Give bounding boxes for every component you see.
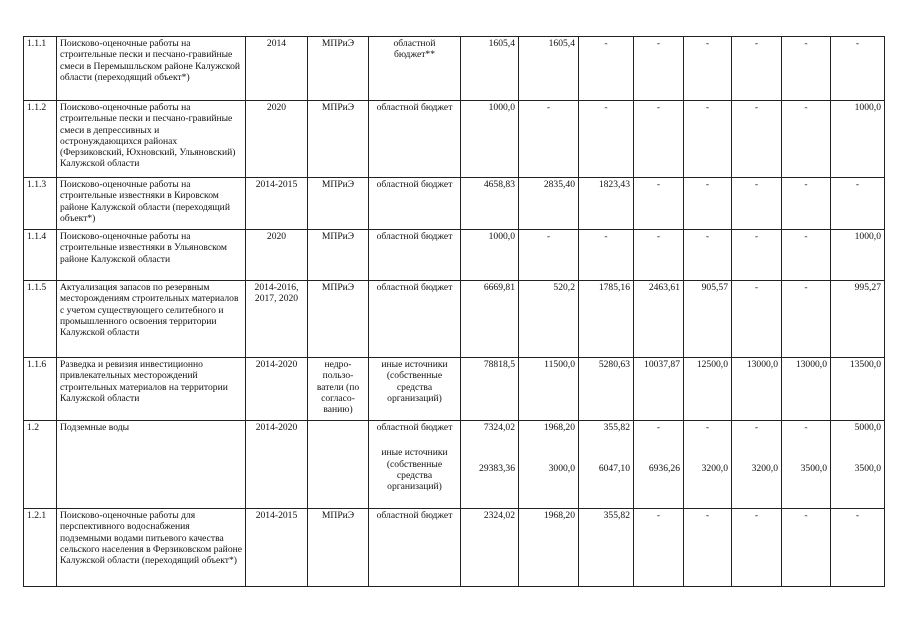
value-text: - — [804, 510, 808, 521]
value-text: - — [656, 38, 661, 49]
activity-name-cell: Поисково-оценочные работы на строительные пески и песчано-гравийные смеси в Перемышльском районе Калужской области (переходящий объект*) — [57, 37, 246, 101]
value-text: - — [705, 102, 710, 113]
year-value-cell — [684, 178, 732, 230]
executor-cell: МПРиЭ — [308, 230, 369, 281]
activity-name-cell: Поисково-оценочные работы на строительные известняки в Кировском районе Калужской области (переходящий объект*) — [57, 178, 246, 230]
table-body — [24, 37, 885, 587]
total-value-cell — [461, 509, 519, 587]
row-number-cell: 1.1.1 — [24, 37, 57, 101]
year-value-cell — [831, 230, 885, 281]
year-value-cell — [684, 358, 732, 421]
value-text: 355,82 — [603, 510, 630, 521]
value-text: 29383,36 — [479, 463, 515, 475]
year-value-cell — [732, 421, 782, 509]
activity-name-cell: Поисково-оценочные работы на строительные пески и песчано-гравийные смеси в депрессивных и остронуждающихся районах (Ферзиковский, Юхновский, Ульяновский) Калужской области — [57, 101, 246, 178]
year-value-cell — [634, 101, 684, 178]
value-text: 1000,0 — [488, 231, 515, 242]
value-text: - — [705, 179, 710, 190]
year-value-cell — [684, 101, 732, 178]
year-value-cell — [831, 358, 885, 421]
value-text: 355,82 — [603, 422, 630, 433]
value-text: 6669,81 — [483, 282, 515, 293]
row-number-cell: 1.1.4 — [24, 230, 57, 281]
year-value-cell — [579, 421, 634, 509]
value-text: - — [754, 102, 759, 113]
row-number-cell: 1.2.1 — [24, 509, 57, 587]
value-text: - — [754, 510, 759, 521]
funding-source-cell — [369, 37, 461, 101]
value-text: - — [754, 231, 759, 242]
value-text: - — [656, 422, 661, 433]
year-value-cell — [782, 37, 831, 101]
total-value-cell — [461, 37, 519, 101]
funding-source-text: областной бюджет — [376, 231, 453, 242]
value-text: 2835,40 — [543, 179, 575, 190]
total-value-cell — [461, 421, 519, 509]
year-value-cell — [579, 358, 634, 421]
value-text: 995,27 — [854, 282, 881, 293]
row-number-cell: 1.1.2 — [24, 101, 57, 178]
executor-cell: МПРиЭ — [308, 281, 369, 358]
year-value-cell — [579, 509, 634, 587]
funding-source-text: иные источники (собственные средства организаций) — [381, 359, 448, 404]
year-value-cell — [579, 178, 634, 230]
value-text: 1785,16 — [598, 282, 630, 293]
period-cell: 2020 — [246, 101, 308, 178]
year-value-cell — [782, 421, 831, 509]
value-text: 13500,0 — [849, 359, 881, 370]
funding-source-text: областной бюджет** — [393, 38, 436, 61]
value-text: - — [656, 179, 661, 190]
value-text: - — [804, 282, 808, 293]
value-text: 3500,0 — [800, 463, 827, 475]
year-value-cell — [634, 509, 684, 587]
period-cell: 2014-2020 — [246, 358, 308, 421]
value-text: 3200,0 — [701, 463, 728, 475]
funding-source-cell — [369, 230, 461, 281]
year-value-cell — [732, 230, 782, 281]
year-value-cell — [732, 509, 782, 587]
value-text: 4658,83 — [483, 179, 515, 190]
funding-source-text: областной бюджет — [376, 102, 453, 113]
year-value-cell — [519, 230, 579, 281]
year-value-cell — [684, 421, 732, 509]
year-value-cell — [732, 37, 782, 101]
executor-cell: МПРиЭ — [308, 101, 369, 178]
funding-source-cell — [369, 509, 461, 587]
year-value-cell — [579, 230, 634, 281]
value-text: 520,2 — [553, 282, 575, 293]
table-row — [24, 281, 885, 358]
executor-cell: МПРиЭ — [308, 178, 369, 230]
value-text: 78818,5 — [483, 359, 515, 370]
table-row — [24, 421, 885, 509]
year-value-cell — [634, 358, 684, 421]
activity-name-cell: Подземные воды — [57, 421, 246, 509]
funding-source-text: областной бюджет — [376, 282, 453, 293]
row-number-cell: 1.2 — [24, 421, 57, 509]
period-cell: 2014-2020 — [246, 421, 308, 509]
value-text: 7324,02 — [483, 422, 515, 433]
period-cell: 2014 — [246, 37, 308, 101]
value-text: 1000,0 — [854, 231, 881, 242]
value-text: 3500,0 — [854, 463, 881, 475]
row-number-cell: 1.1.3 — [24, 178, 57, 230]
total-value-cell — [461, 230, 519, 281]
value-text: - — [754, 179, 759, 190]
year-value-cell — [831, 421, 885, 509]
period-cell: 2014-2016, 2017, 2020 — [246, 281, 308, 358]
year-value-cell — [831, 509, 885, 587]
value-text: - — [855, 38, 860, 49]
value-text: 2463,61 — [648, 282, 680, 293]
year-value-cell — [579, 37, 634, 101]
value-text: 1968,20 — [543, 510, 575, 521]
value-text: - — [705, 231, 710, 242]
value-text: - — [855, 179, 860, 190]
table-row — [24, 358, 885, 421]
table-row — [24, 178, 885, 230]
funding-source-cell — [369, 358, 461, 421]
total-value-cell — [461, 178, 519, 230]
funding-source-cell — [369, 101, 461, 178]
total-value-cell — [461, 101, 519, 178]
row-number-cell: 1.1.6 — [24, 358, 57, 421]
year-value-cell — [519, 421, 579, 509]
funding-source-cell — [369, 421, 461, 509]
year-value-cell — [579, 101, 634, 178]
year-value-cell — [634, 421, 684, 509]
year-value-cell — [831, 37, 885, 101]
table-row — [24, 101, 885, 178]
year-value-cell — [684, 509, 732, 587]
value-text: - — [705, 38, 710, 49]
executor-cell: МПРиЭ — [308, 509, 369, 587]
year-value-cell — [519, 37, 579, 101]
period-cell: 2014-2015 — [246, 178, 308, 230]
value-text: 5280,63 — [598, 359, 630, 370]
period-cell: 2020 — [246, 230, 308, 281]
executor-cell: недро-пользо-ватели (по согласо-ванию) — [308, 358, 369, 421]
value-text: 1823,43 — [598, 179, 630, 190]
year-value-cell — [782, 281, 831, 358]
value-text: - — [705, 422, 710, 433]
year-value-cell — [782, 101, 831, 178]
value-text: 6936,26 — [648, 463, 680, 475]
executor-cell: МПРиЭ — [308, 37, 369, 101]
value-text: 11500,0 — [544, 359, 575, 370]
value-text: - — [656, 231, 661, 242]
value-text: - — [604, 231, 608, 242]
value-text: 6047,10 — [598, 463, 630, 475]
program-table — [23, 36, 885, 587]
year-value-cell — [634, 281, 684, 358]
year-value-cell — [634, 178, 684, 230]
period-cell: 2014-2015 — [246, 509, 308, 587]
value-text: - — [546, 102, 551, 113]
value-text: - — [604, 38, 608, 49]
value-text: - — [604, 102, 608, 113]
funding-source-cell — [369, 178, 461, 230]
value-text: - — [656, 510, 661, 521]
year-value-cell — [519, 281, 579, 358]
total-value-cell — [461, 281, 519, 358]
table-row — [24, 509, 885, 587]
value-text: - — [804, 422, 808, 433]
year-value-cell — [579, 281, 634, 358]
value-text: - — [804, 102, 808, 113]
value-text: - — [754, 282, 759, 293]
activity-name-cell: Актуализация запасов по резервным месторождениям строительных материалов с учетом существующего селитебного и промышленного освоения территории Калужской области — [57, 281, 246, 358]
year-value-cell — [831, 178, 885, 230]
value-text: 1605,4 — [548, 38, 575, 49]
value-text: - — [656, 102, 661, 113]
year-value-cell — [732, 178, 782, 230]
value-text: 3200,0 — [751, 463, 778, 475]
value-text: - — [705, 510, 710, 521]
funding-source-cell — [369, 281, 461, 358]
year-value-cell — [519, 101, 579, 178]
value-text: 1968,20 — [543, 422, 575, 433]
value-text: - — [754, 38, 759, 49]
year-value-cell — [684, 281, 732, 358]
year-value-cell — [782, 358, 831, 421]
year-value-cell — [831, 281, 885, 358]
year-value-cell — [684, 230, 732, 281]
funding-source-text: областной бюджет — [376, 179, 453, 190]
year-value-cell — [782, 230, 831, 281]
year-value-cell — [519, 509, 579, 587]
year-value-cell — [732, 281, 782, 358]
activity-name-cell: Поисково-оценочные работы для перспективного водоснабжения подземными водами питьевого качества сельского населения в Ферзиковском районе Калужской области (переходящий объект*) — [57, 509, 246, 587]
year-value-cell — [732, 358, 782, 421]
year-value-cell — [732, 101, 782, 178]
value-text: 13000,0 — [795, 359, 827, 370]
value-text: 10037,87 — [644, 359, 680, 370]
year-value-cell — [634, 230, 684, 281]
value-text: 1000,0 — [488, 102, 515, 113]
year-value-cell — [782, 509, 831, 587]
value-text: - — [754, 422, 759, 433]
value-text: - — [855, 510, 860, 521]
value-text: 13000,0 — [746, 359, 778, 370]
year-value-cell — [831, 101, 885, 178]
table-row — [24, 37, 885, 101]
executor-cell — [308, 421, 369, 509]
value-text: 3000,0 — [548, 463, 575, 475]
row-number-cell: 1.1.5 — [24, 281, 57, 358]
value-text: - — [804, 179, 808, 190]
value-text: 1000,0 — [854, 102, 881, 113]
year-value-cell — [634, 37, 684, 101]
year-value-cell — [519, 178, 579, 230]
activity-name-cell: Поисково-оценочные работы на строительные известняки в Ульяновском районе Калужской области — [57, 230, 246, 281]
value-text: 2324,02 — [483, 510, 515, 521]
value-text: - — [546, 231, 551, 242]
total-value-cell — [461, 358, 519, 421]
value-text: - — [804, 231, 808, 242]
year-value-cell — [519, 358, 579, 421]
year-value-cell — [684, 37, 732, 101]
value-text: 12500,0 — [696, 359, 728, 370]
value-text: 905,57 — [701, 282, 728, 293]
year-value-cell — [782, 178, 831, 230]
table-row — [24, 230, 885, 281]
funding-source-text: областной бюджет — [376, 510, 453, 521]
value-text: 5000,0 — [854, 422, 881, 433]
activity-name-cell: Разведка и ревизия инвестиционно привлекательных месторождений строительных материалов на территории Калужской области — [57, 358, 246, 421]
value-text: - — [804, 38, 808, 49]
funding-source-text: иные источники (собственные средства организаций) — [381, 447, 448, 493]
funding-source-text: областной бюджет — [376, 422, 453, 433]
value-text: 1605,4 — [488, 38, 515, 49]
